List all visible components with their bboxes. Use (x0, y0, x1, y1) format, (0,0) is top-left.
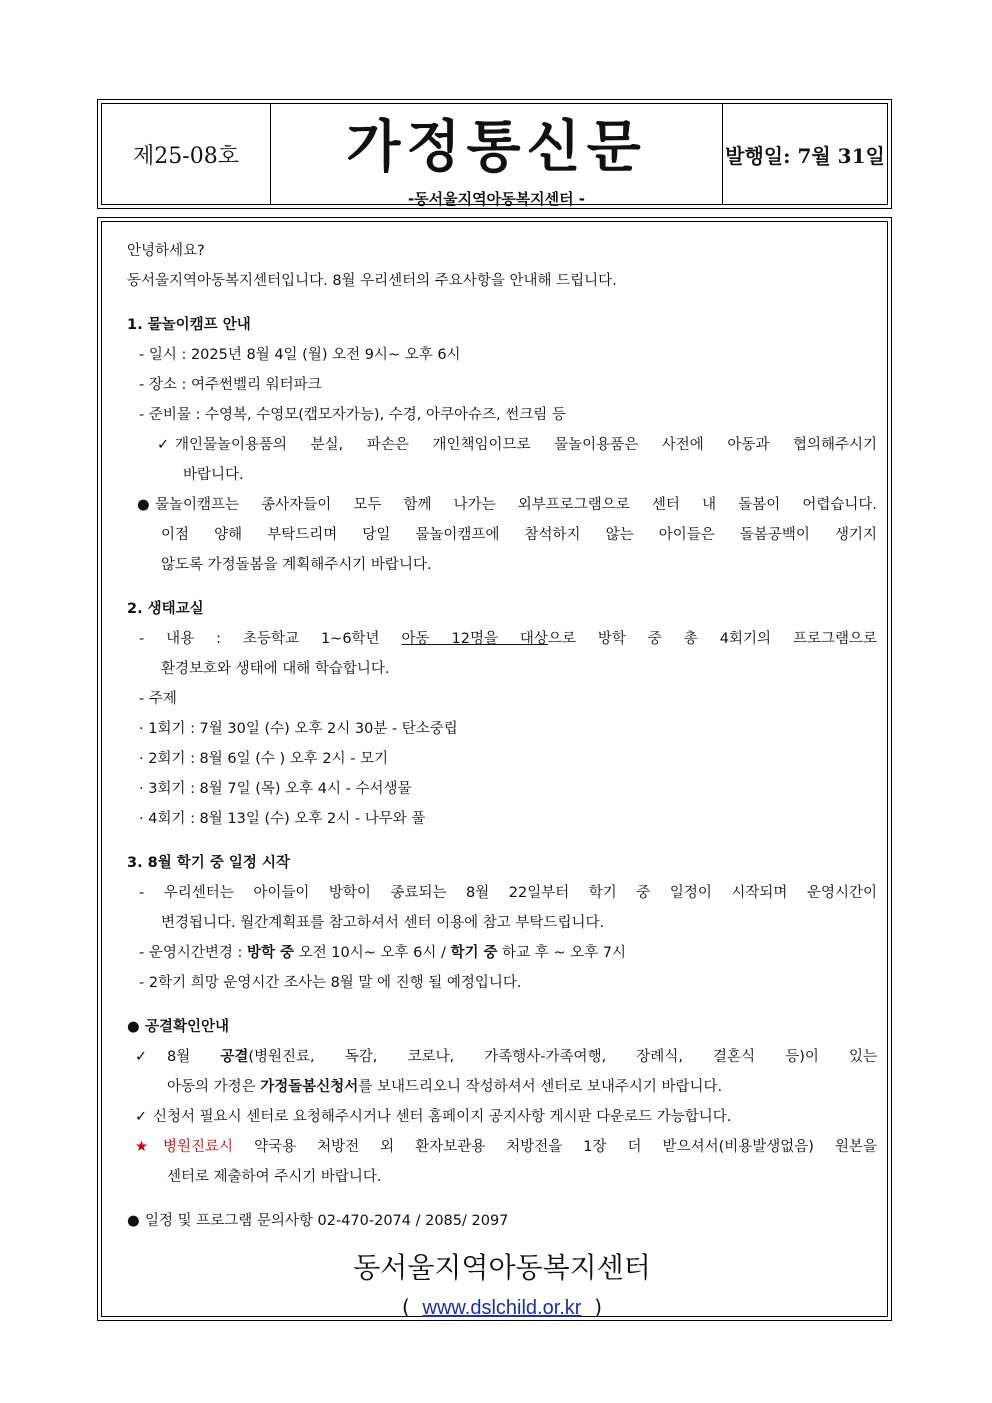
check-icon: ✓ (157, 437, 170, 453)
absence-p3-post: 약국용 처방전 외 환자보관용 처방전을 1장 더 받으셔서(비용발생없음) 원본을 (233, 1139, 877, 1155)
page-subtitle: -동서울지역아동복지센터 - (407, 190, 586, 208)
absence-p3-line2: 센터로 제출하여 주시기 바랍니다. (167, 1169, 382, 1185)
intro-text: 동서울지역아동복지센터입니다. 8월 우리센터의 주요사항을 안내해 드립니다. (127, 273, 617, 289)
section1-note-text: 물놀이캠프는 종사자들이 모두 함께 나가는 외부프로그램으로 센터 내 돌봄이 어렵습니다. (155, 497, 877, 513)
absence-heading: 공결확인안내 (145, 1019, 230, 1035)
absence-p1-pre: 8월 (167, 1049, 221, 1065)
section1-date: - 일시 : 2025년 8월 4일 (월) 오전 9시~ 오후 6시 (139, 347, 461, 363)
check-icon: ✓ (135, 1049, 148, 1065)
session-item: · 1회기 : 7월 30일 (수) 오후 2시 30분 - 탄소중립 (139, 721, 458, 737)
section1-check-cont: 바랍니다. (183, 467, 244, 483)
absence-p3-red: 병원진료시 (163, 1139, 234, 1155)
content (127, 236, 877, 1323)
section3-line1: - 우리센터는 아이들이 방학이 종료되는 8월 22일부터 학기 중 일정이 시작되며 운영시간이 (139, 885, 877, 901)
section1-items: - 준비물 : 수영복, 수영모(캡모자가능), 수경, 아쿠아슈즈, 썬크림 등 (139, 407, 566, 423)
page-title: 가정통신문 (346, 114, 647, 180)
absence-p1-line2-post: 를 보내드리오니 작성하셔서 센터로 보내주시기 바랍니다. (358, 1079, 723, 1095)
absence-p1-line2-pre: 아동의 가정은 (167, 1079, 261, 1095)
absence-p2-text: 신청서 필요시 센터로 요청해주시거나 센터 홈페이지 공지사항 게시판 다운로드 가능합니다. (153, 1109, 732, 1125)
section3-hours (127, 938, 877, 968)
spacer (127, 1192, 877, 1206)
body-inner (101, 221, 888, 1317)
absence-p1-post: (병원진료, 독감, 코로나, 가족행사-가족여행, 장례식, 결혼식 등)이 있는 (248, 1049, 877, 1065)
section2-content-post: 으로 방학 중 총 4회기의 프로그램으로 (547, 631, 877, 647)
footer-center-name: 동서울지역아동복지센터 (353, 1251, 651, 1284)
hours-semester: 학기 중 (450, 945, 498, 961)
absence-p2 (127, 1102, 877, 1132)
section2-heading: 2. 생태교실 (127, 601, 204, 617)
paren-open: ( (402, 1295, 410, 1319)
section1-check-text: 개인물놀이용품의 분실, 파손은 개인책임이므로 물놀이용품은 사전에 아동과 협의해주시기 (175, 437, 877, 453)
session-item: · 2회기 : 8월 6일 (수 ) 오후 2시 - 모기 (139, 751, 389, 767)
check-icon: ✓ (135, 1109, 148, 1125)
section3-line4: - 2학기 희망 운영시간 조사는 8월 말 에 진행 될 예정입니다. (139, 975, 522, 991)
contact-text: 일정 및 프로그램 문의사항 02-470-2074 / 2085/ 2097 (145, 1213, 509, 1229)
title-cell (271, 104, 723, 208)
hours-label: - 운영시간변경 : (139, 945, 247, 961)
section3-heading: 3. 8월 학기 중 일정 시작 (127, 855, 290, 871)
website-link[interactable]: www.dslchild.or.kr (422, 1297, 582, 1319)
star-icon: ★ (135, 1139, 148, 1155)
absence-p3 (127, 1132, 877, 1162)
section2-topic-label: - 주제 (139, 691, 177, 707)
absence-heading-row (127, 1012, 877, 1042)
issue-number: 제25-08호 (102, 104, 271, 204)
section2-content-2: 환경보호와 생태에 대해 학습합니다. (161, 661, 390, 677)
footer-url-row (127, 1292, 877, 1323)
section2-content (127, 624, 877, 654)
absence-p1 (127, 1042, 877, 1072)
section1-note (127, 490, 877, 520)
issue-date: 발행일: 7월 31일 (725, 143, 885, 168)
contact-row (127, 1206, 877, 1236)
section1-note-3: 않도록 가정돌봄을 계획해주시기 바랍니다. (161, 557, 432, 573)
bullet-icon: ● (127, 1213, 140, 1229)
bullet-icon: ● (137, 497, 150, 513)
absence-form-name: 가정돌봄신청서 (260, 1079, 359, 1095)
absence-p1-bold: 공결 (220, 1049, 249, 1065)
greeting: 안녕하세요? (127, 243, 205, 259)
paren-close: ) (594, 1295, 602, 1319)
section2-content-pre: - 내용 : 초등학교 1~6학년 (139, 631, 402, 647)
bullet-icon: ● (127, 1019, 140, 1035)
hours-vacation-time: 오전 10시~ 오후 6시 / (294, 945, 451, 961)
session-item: · 4회기 : 8월 13일 (수) 오후 2시 - 나무와 풀 (139, 811, 426, 827)
section1-heading: 1. 물놀이캠프 안내 (127, 317, 251, 333)
section1-place: - 장소 : 여주썬벨리 워터파크 (139, 377, 322, 393)
absence-p1-line2 (127, 1072, 877, 1102)
hours-semester-time: 하교 후 ~ 오후 7시 (497, 945, 627, 961)
section1-note-2: 이점 양해 부탁드리며 당일 물놀이캠프에 참석하지 않는 아이들은 돌봄공백이 생기지 (161, 527, 877, 543)
section2-content-underlined: 아동 12명을 대상 (401, 631, 548, 647)
hours-vacation: 방학 중 (247, 945, 295, 961)
body-box (97, 217, 892, 1321)
section3-line2: 변경됩니다. 월간계획표를 참고하셔서 센터 이용에 참고 부탁드립니다. (161, 915, 605, 931)
session-item: · 3회기 : 8월 7일 (목) 오후 4시 - 수서생물 (139, 781, 412, 797)
section1-check (127, 430, 877, 460)
header-inner (101, 103, 888, 208)
header-box (97, 99, 892, 209)
